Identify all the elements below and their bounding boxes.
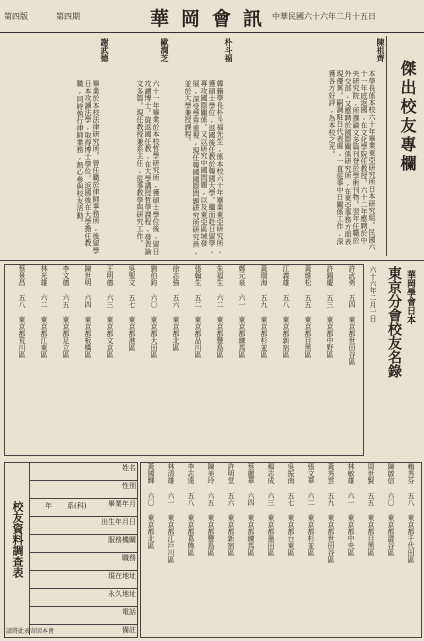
directory-entry: 陳啟信 六〇 東京都澀谷區 <box>387 463 395 556</box>
directory-entry: 江義雄 五八 東京都新宿區 <box>282 265 290 358</box>
directory-entry: 許明堂 五六 東京都新宿區 <box>227 463 235 556</box>
form-label-gender: 性別 <box>30 481 138 499</box>
form-label-graduation: 畢業年月 <box>30 499 138 517</box>
profile-author: 歐潤芝 <box>160 38 170 62</box>
directory-entry: 朱福生 六二 東京都豐島區 <box>216 265 224 358</box>
form-label-current-address: 現在地址 <box>30 571 138 589</box>
page-header <box>0 0 424 33</box>
profile-text: 本學長係本校六十年畢業東亞研究所日本研究組。民國六十一年底返國,在文化學院任教授。六十二年應聘於中央研究院,所撰論文多篇刊登於學術刊物。翌年任職於外交部,又應聘於國際關係研究所,在東亞事務方面表現優異。嗣調駐日代表處,一直從事中日關係工作,深獲各方好評,為本校之光。 <box>328 70 376 250</box>
directory-entry: 林清雄 六一 東京都江戶川區 <box>167 463 175 563</box>
profile-text: 畢業於本校法律研究所。曾任職於律師事務所,後留學日本攻讀法學,取得博士學位。返國後在大學擔任教職,同時執行律師業務,熱心參與校友活動。 <box>76 80 100 254</box>
directory-entry: 吳聖文 五七 東京都港區 <box>128 265 136 351</box>
form-note: 請將此表寄回本會 <box>6 628 55 635</box>
form-title: 校友資料調查表 <box>11 501 24 578</box>
profile-author: 謝武德 <box>100 38 110 62</box>
form-unit-year: 年 <box>45 502 52 510</box>
directory-entry: 許錫慶 五三 東京都中野區 <box>326 265 334 358</box>
issue-date: 中華民國六十六年二月十五日 <box>272 12 376 21</box>
directory-columns <box>11 265 363 455</box>
directory-entry: 黃維松 五五 東京都目黑區 <box>304 265 312 358</box>
directory-entry: 黃秀雲 五九 東京都世田谷區 <box>327 463 335 563</box>
directory-entry: 陳世明 六四 東京都板橋區 <box>84 265 92 358</box>
issue-number: 第四期 <box>56 12 80 21</box>
form-label-employer: 服務機關 <box>30 535 138 553</box>
profile-author: 朴斗福 <box>224 38 234 62</box>
section-divider <box>0 260 424 261</box>
profile-text: 六十一年畢業於本校哲學研究所,獲碩士學位後,留日攻讀博士。旋返國任教,在大學講授哲學課程,發表論文多篇。現任教授兼系主任,從事教學與研究工作。 <box>136 80 160 255</box>
directory-entry: 蔡麗華 六四 東京都練馬區 <box>247 463 255 556</box>
directory-entry: 劉伯鈞 六〇 東京都大田區 <box>150 265 158 358</box>
directory-columns <box>141 463 421 637</box>
directory-entry: 賴秀芬 五八 東京都千代田區 <box>407 463 415 563</box>
form-unit-dept: 系(科) <box>67 502 87 510</box>
directory-entry: 周世賢 五五 東京都目黑區 <box>367 463 375 556</box>
page-number: 第四版 <box>4 12 28 21</box>
directory-entry: 張文華 六二 東京都杉並區 <box>307 463 315 556</box>
survey-form <box>4 462 138 638</box>
directory-entry: 陳美玲 六五 東京都豐島區 <box>207 463 215 556</box>
directory-entry: 李文德 六五 東京都足立區 <box>62 265 70 358</box>
directory-table-top <box>4 264 364 456</box>
directory-date: 六十六年二月一日 <box>369 266 377 322</box>
profile-author: 陳祖齊 <box>376 38 386 62</box>
form-label-notes: 備註 <box>122 626 136 634</box>
form-label-name: 姓名 <box>30 463 138 481</box>
directory-entry: 林敏雄 六一 東京都中央區 <box>347 463 355 556</box>
profile-text: 韓籍學長朴斗福先生,係本校六十年畢業東亞研究所,獲碩士學位,返國後任教於韓國大學。繼而赴日留學,專攻國際關係。又以研究中國問題,以及東亞區域發展,深受學界重視,現任韓國國際問題研究所研究員,並於大學兼授課程。 <box>184 80 224 256</box>
form-label-birthdate: 出生年月日 <box>30 517 138 535</box>
directory-entry: 李志遠 五八 東京都葛飾區 <box>187 463 195 556</box>
feature-title: 傑出校友專欄 <box>398 60 417 174</box>
directory-entry: 蔡景昌 五八 東京都荒川區 <box>18 265 26 358</box>
directory-title: 東京分會校友名錄 <box>386 266 402 378</box>
form-label-position: 職務 <box>30 553 138 571</box>
directory-entry: 許武勇 五四 東京都世田谷區 <box>348 265 356 365</box>
directory-table-bottom <box>140 462 422 638</box>
directory-entry: 黃國輝 六〇 東京都北區 <box>147 463 155 549</box>
directory-entry: 王明德 六三 東京都文京區 <box>106 265 114 358</box>
directory-entry: 張翰生 五二 東京都品川區 <box>194 265 202 358</box>
form-label-phone: 電話 <box>30 607 138 625</box>
directory-entry: 林光雄 六二 東京都江東區 <box>40 265 48 358</box>
directory-entry: 吳振南 五七 東京都台東區 <box>287 463 295 556</box>
form-label-permanent-address: 永久地址 <box>30 589 138 607</box>
directory-entry: 楊志成 六三 東京都墨田區 <box>267 463 275 556</box>
directory-org: 華岡學會日本 <box>405 270 415 324</box>
form-grid <box>29 463 138 635</box>
directory-entry: 黃瑞海 五九 東京都杉並區 <box>260 265 268 358</box>
directory-entry: 徐志強 五六 東京都北區 <box>172 265 180 351</box>
masthead: 華岡會訊 <box>150 8 275 30</box>
directory-entry: 鄭元泉 六一 東京都練馬區 <box>238 265 246 358</box>
